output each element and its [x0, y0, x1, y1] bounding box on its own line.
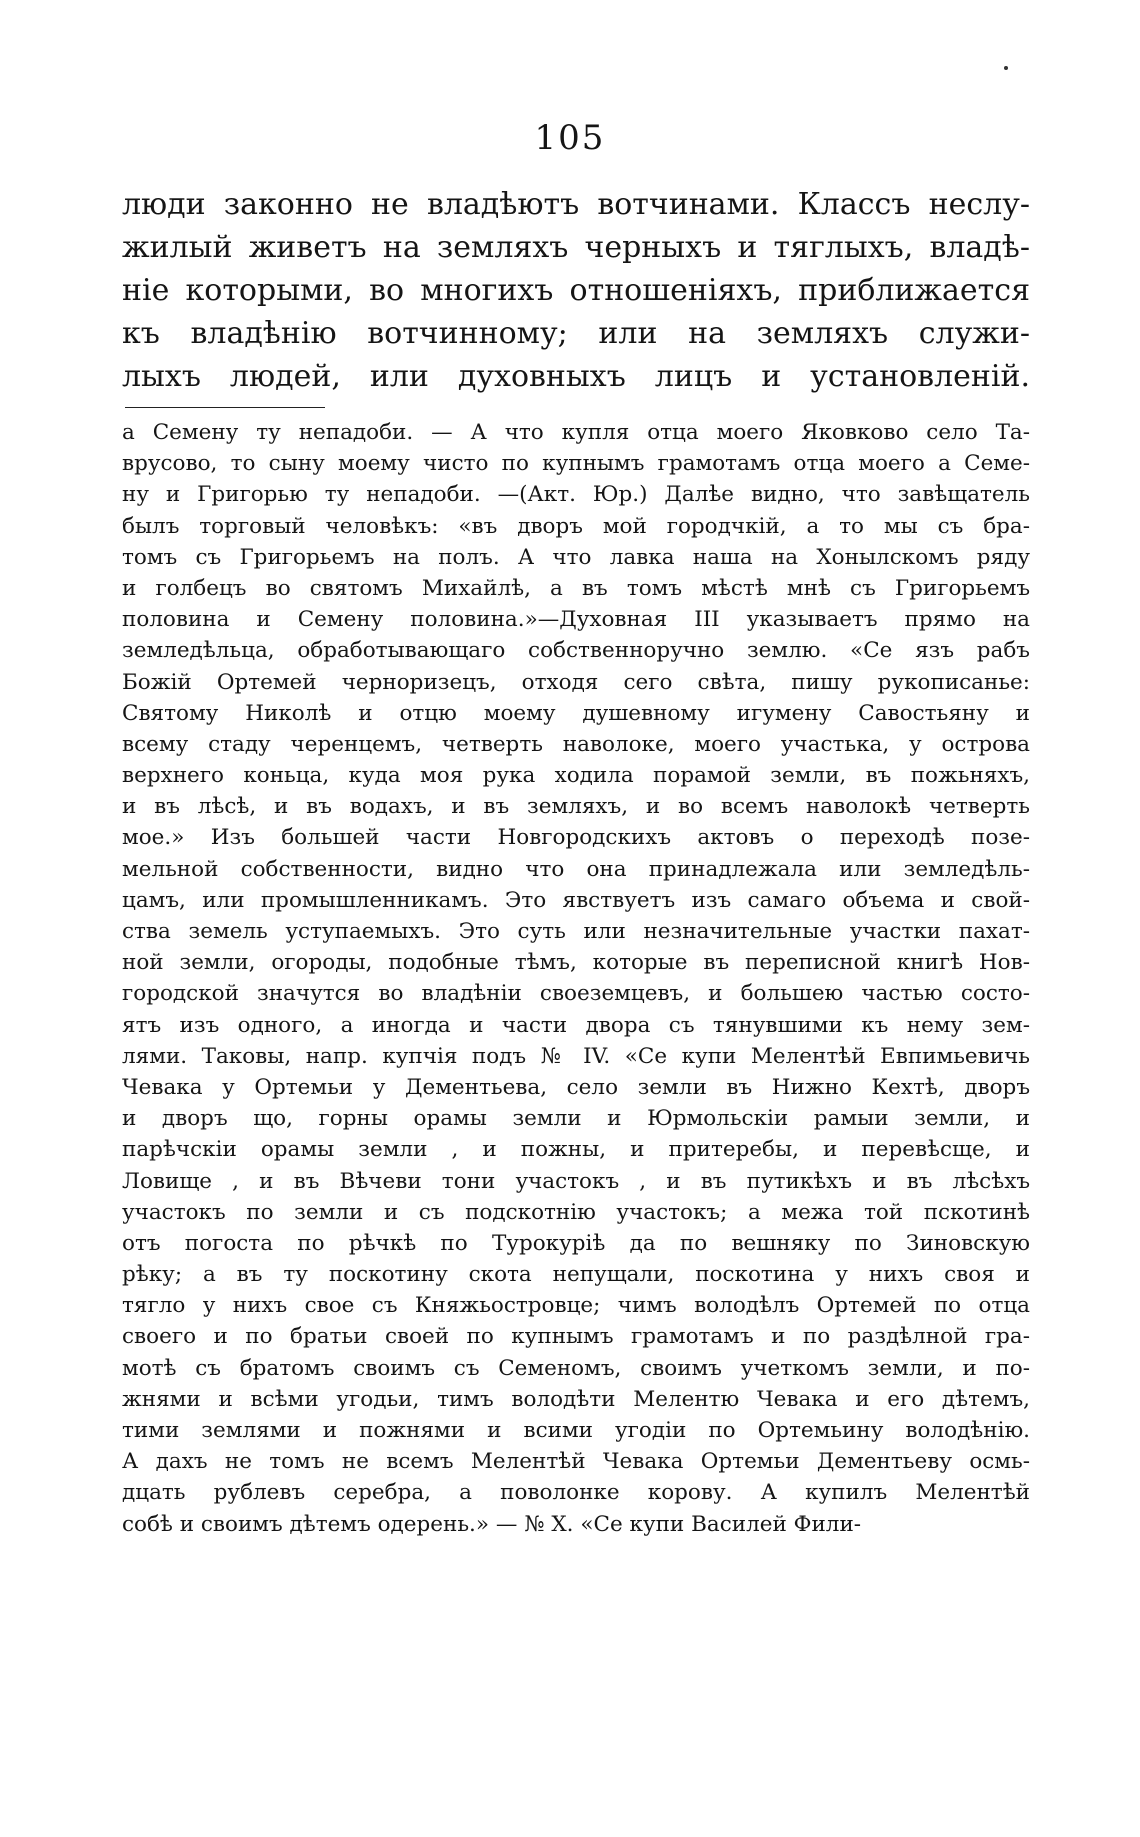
- footnote-line: тими землями и пожнями и всими угодіи по Ортемьину володѣнію.: [122, 1418, 1030, 1443]
- footnote-line: и въ лѣсѣ, и въ водахъ, и въ земляхъ, и во всемъ наволокѣ четверть: [122, 794, 1030, 820]
- footnote-line: парѣчскіи орамы земли , и пожны, и притеребы, и перевѣсще, и: [122, 1137, 1030, 1163]
- page-number: 105: [534, 118, 606, 158]
- main-text-line: люди законно не владѣютъ вотчинами. Классъ неслу-: [122, 187, 1030, 222]
- footnote-line: ства земель уступаемыхъ. Это суть или незначительные участки пахат-: [122, 919, 1030, 944]
- footnote-line: мое.» Изъ большей части Новгородскихъ актовъ о переходѣ позе-: [122, 825, 1030, 851]
- main-text-line: лыхъ людей, или духовныхъ лицъ и установленій.: [122, 359, 1030, 394]
- footnote-line: и голбецъ во святомъ Михайлѣ, а въ томъ мѣстѣ мнѣ съ Григорьемъ: [122, 575, 1030, 601]
- footnote-line: городской значутся во владѣніи своеземцевъ, и большею частью состо-: [122, 981, 1030, 1007]
- footnote-line: участокъ по земли и съ подскотнію участокъ; а межа той пскотинѣ: [122, 1199, 1030, 1225]
- footnote-line: своего и по братьи своей по купнымъ грамотамъ и по раздѣлной гра-: [122, 1324, 1030, 1350]
- footnote-line: жнями и всѣми угодьи, тимъ володѣти Мелентю Чевака и его дѣтемъ,: [122, 1386, 1030, 1412]
- footnote-line: ну и Григорью ту непадоби. —(Акт. Юр.) Далѣе видно, что завѣщатель: [122, 482, 1030, 508]
- footnote-line: отъ погоста по рѣчкѣ по Турокурiѣ да по вешняку по Зиновскую: [122, 1230, 1030, 1256]
- footnote-line: и дворъ що, горны орамы земли и Юрмольскіи рамыи земли, и: [122, 1106, 1030, 1132]
- footnote-line: рѣку; а въ ту поскотину скота непущали, поскотина у нихъ своя и: [122, 1262, 1030, 1288]
- footnote-line: всему стаду черенцемъ, четверть наволоке, моего участька, у острова: [122, 731, 1030, 757]
- main-text-line: къ владѣнію вотчинному; или на земляхъ служи-: [122, 316, 1030, 351]
- footnote-line: половина и Семену половина.»—Духовная III указываетъ прямо на: [122, 607, 1030, 633]
- footnote-line: верхнего коньца, куда моя рука ходила порамой земли, въ пожьняхъ,: [122, 763, 1030, 789]
- main-text-line: ніе которыми, во многихъ отношеніяхъ, приближается: [122, 273, 1030, 308]
- footnote-line: Божій Ортемей черноризецъ, отходя сего свѣта, пишу рукописанье:: [122, 669, 1030, 695]
- footnote-line: собѣ и своимъ дѣтемъ одерень.» — № X. «Се купи Василей Фили-: [122, 1511, 862, 1537]
- footnote-line: Чевака у Ортемьи у Дементьева, село земли въ Нижно Кехтѣ, дворъ: [122, 1074, 1030, 1100]
- footnote-line: Ловище , и въ Вѣчеви тони участокъ , и въ путикѣхъ и въ лѣсѣхъ: [122, 1168, 1030, 1194]
- footnote-line: былъ торговый человѣкъ: «въ дворъ мой городчкій, а то мы съ бра-: [122, 513, 1030, 539]
- stray-mark: [1004, 66, 1008, 70]
- footnote-line: томъ съ Григорьемъ на полъ. А что лавка наша на Хонылскомъ ряду: [122, 544, 1030, 570]
- footnote-line: А дахъ не томъ не всемъ Мелентѣй Чевака Ортемьи Дементьеву осмь-: [122, 1449, 1030, 1475]
- footnote-line: ной земли, огороды, подобные тѣмъ, которые въ переписной книгѣ Нов-: [122, 950, 1030, 976]
- footnote-line: дцать рублевъ серебра, а поволонке корову. А купилъ Мелентѣй: [122, 1480, 1030, 1506]
- footnote-line: земледѣльца, обработывающаго собственноручно землю. «Се язъ рабъ: [122, 638, 1030, 664]
- footnote-line: Святому Николѣ и отцю моему душевному игумену Савостьяну и: [122, 700, 1030, 726]
- footnote-line: а Семену ту непадоби. — А что купля отца моего Яковково село Та-: [122, 420, 1030, 445]
- footnote-line: мельной собственности, видно что она принадлежала или земледѣль-: [122, 856, 1030, 882]
- footnote-line: врусово, то сыну моему чисто по купнымъ грамотамъ отца моего а Семе-: [122, 451, 1030, 477]
- footnote-line: тягло у нихъ свое съ Княжьостровце; чимъ володѣлъ Ортемей по отца: [122, 1293, 1030, 1319]
- main-text-line: жилый живетъ на земляхъ черныхъ и тяглыхъ, владѣ-: [122, 230, 1030, 265]
- footnote-line: лями. Таковы, напр. купчія подъ № IV. «Се купи Мелентѣй Евпимьевичь: [122, 1043, 1030, 1069]
- footnote: [122, 417, 1030, 1540]
- footnote-rule: [125, 407, 325, 408]
- footnote-line: мотѣ съ братомъ своимъ съ Семеномъ, своимъ учеткомъ земли, и по-: [122, 1355, 1030, 1381]
- footnote-line: цамъ, или промышленникамъ. Это явствуетъ изъ самаго объема и свой-: [122, 887, 1030, 913]
- main-text: [122, 183, 1030, 398]
- footnote-line: ятъ изъ одного, а иногда и части двора съ тянувшими къ нему зем-: [122, 1012, 1030, 1038]
